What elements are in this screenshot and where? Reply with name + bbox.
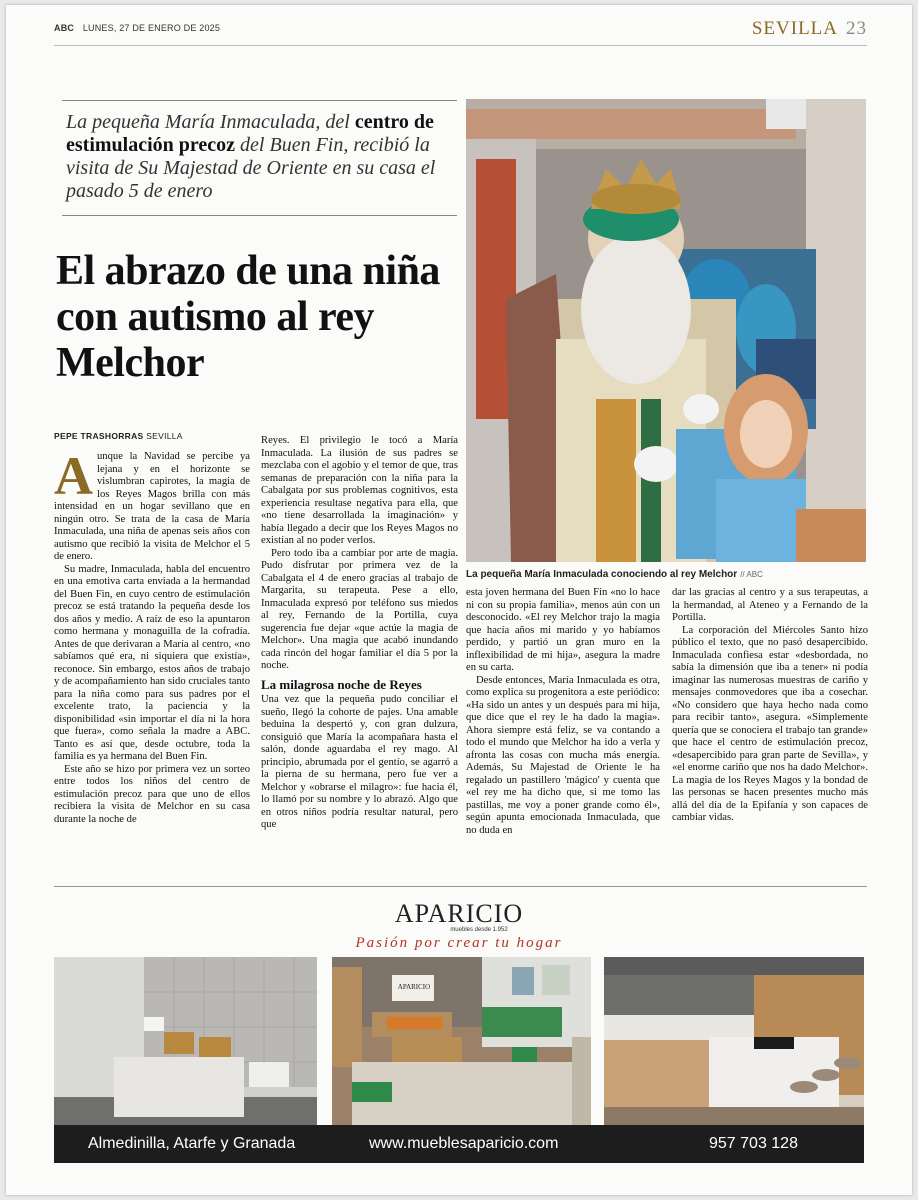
page-header-left bbox=[54, 23, 220, 33]
byline bbox=[54, 431, 183, 441]
ad-photo-kitchen bbox=[604, 957, 864, 1125]
header-divider bbox=[54, 45, 867, 46]
page-date: LUNES, 27 DE ENERO DE 2025 bbox=[82, 23, 221, 33]
ad-contact-bar bbox=[54, 1125, 864, 1163]
caption-text: La pequeña María Inmaculada conociendo al rey Melchor bbox=[466, 569, 738, 580]
paper-name: ABC bbox=[54, 23, 75, 33]
article-column-1 bbox=[54, 446, 250, 826]
article-headline: El abrazo de una niña con autismo al rey Melchor bbox=[56, 248, 440, 386]
ad-phone: 957 703 128 bbox=[709, 1135, 798, 1152]
byline-author: PEPE TRASHORRAS bbox=[54, 431, 144, 441]
subtitle-text-start: La pequeña María Inmaculada, del bbox=[66, 111, 355, 133]
ad-slogan: Pasión por crear tu hogar bbox=[355, 935, 563, 951]
paragraph-text: unque la Navidad se percibe ya lejana y en el horizonte se vislumbran capirotes, la magia de los Reyes Magos brilla con más intensidad en un hogar sevillano que en ningún otro. Se trata de la casa de María Inmaculada, una niña de apenas seis años con autismo que recibió la visita de Melchor el 5 de enero. bbox=[54, 451, 250, 562]
ad-photo-bedroom bbox=[54, 957, 317, 1125]
article-column-4 bbox=[672, 587, 868, 825]
paragraph: Desde entonces, María Inmaculada es otra, como explica su progenitora a este periódico: «Ha sido un antes y un después para mi hija, que dice que el rey le ha dado la magia». Ahora siempre está feliz, se va contando a todo el mundo que Melchor ha ido a verla y afronta las cosas con mucha más energía. Además, Su Majestad de Oriente le ha regalado un pastillero 'mágico' y cuenta que «el rey me ha dicho que, si me tomo las pastillas, me voy a poner grande como él», según apunta emocionada Inmaculada, que no duda en bbox=[466, 674, 660, 836]
paragraph: Pero todo iba a cambiar por arte de magia. Pudo disfrutar por primera vez de la Cabalgata el 4 de enero gracias al trabajo de Margarita, su terapeuta. Pese a ello, Inmaculada expresó por teléfono sus miedos al rey, Fernando de la Portilla, cuya sugerencia fue dejar «que actúe la magia de Melchor». Una magia que acabó inundando cada rincón del hogar familiar el día 5 por la noche. bbox=[261, 547, 458, 671]
photo-caption bbox=[466, 569, 866, 580]
ad-brand-tagline: muebles desde 1.952 bbox=[450, 927, 508, 933]
kitchen-image bbox=[604, 957, 864, 1125]
subtitle-box bbox=[62, 100, 457, 216]
page-header-right bbox=[752, 18, 867, 40]
ad-locations: Almedinilla, Atarfe y Granada bbox=[88, 1135, 296, 1152]
newspaper-page bbox=[6, 5, 912, 1195]
section-name: SEVILLA bbox=[751, 18, 838, 39]
paragraph: Reyes. El privilegio le tocó a María Inmaculada. La ilusión de sus padres se mezclaba con el agobio y el temor de que, tras semanas de preparación con la niña para la Cabalgata por sus problemas cognitivos, esta experiencia resultase negativa para ella, que «no tiene desarrollada la imaginación» y había llegado a decir que los Reyes Magos no existían al no poder verlos. bbox=[261, 435, 458, 546]
paragraph: esta joven hermana del Buen Fin «no lo hace ni con su propia familia», menos aún con un desconocido. «El rey Melchor trajo la magia que hacía años mi marido y yo habíamos perdido, y partió un gran muro en la inflexibilidad de mi hija», asegura la madre en su carta. bbox=[466, 587, 660, 673]
ad-website-link[interactable]: www.mueblesaparicio.com bbox=[369, 1135, 559, 1152]
subtitle-text-end: del Buen Fin, recibió la visita de Su Majestad de Oriente en su casa el pasado 5 de enero bbox=[66, 134, 436, 202]
paragraph bbox=[54, 446, 250, 564]
king-melchor-photo bbox=[466, 99, 866, 562]
paragraph: dar las gracias al centro y a sus terapeutas, a la hermandad, al Ateneo y a Fernando de la Portilla. bbox=[672, 587, 868, 623]
ad-photo-livingroom bbox=[332, 957, 591, 1125]
photo-credit: // ABC bbox=[740, 570, 763, 579]
article-column-3 bbox=[466, 587, 660, 837]
section-heading: La milagrosa noche de Reyes bbox=[261, 676, 422, 692]
article-subtitle bbox=[62, 111, 457, 203]
ad-brand-logo: APARICIO bbox=[394, 899, 524, 928]
paragraph: Una vez que la pequeña pudo conciliar el sueño, llegó la cohorte de pajes. Una amable beduina la despertó y, con gran dulzura, consiguió que María la acompañara hasta el salón, donde aguardaba el rey mago. Al principio, abrumada por el gentío, se agarró a la pierna de su hermana, pero fue ver a Melchor y «obrarse el milagro»: fue hacia él, lo llamó por su nombre y lo abrazó. Algo que en otros niños podría resultar natural, pero que bbox=[261, 694, 458, 830]
drop-cap: A bbox=[54, 446, 93, 506]
article-photo bbox=[466, 99, 866, 562]
paragraph: Su madre, Inmaculada, habla del encuentro en una emotiva carta enviada a la hermandad del Buen Fin, en cuyo centro de estimulación precoz se está tratando la pequeña desde los dos años y medio. A raíz de eso la apuntaron como hermana y monaguilla de la cofradía. Antes de que derivaran a María al centro, «no sabíamos qué era, ni siquiera que existía», reconoce. Sin embargo, estos años de trabajo y de acompañamiento han sido cruciales tanto para la niña como para sus padres por el excelente trato, la paciencia y la disponibilidad «sin importar el día ni la hora que fuera», como señala la madre a ABC. Tanto es así que, desde octubre, toda la familia es ya hermana del Buen Fin. bbox=[54, 563, 250, 762]
page-number: 23 bbox=[846, 18, 867, 39]
ad-divider bbox=[54, 886, 867, 887]
livingroom-image bbox=[332, 957, 591, 1125]
subtitle-text-bold: centro de estimulación precoz bbox=[66, 111, 434, 156]
article-column-2 bbox=[261, 435, 458, 832]
paragraph: Este año se hizo por primera vez un sorteo entre todos los niños del centro de estimulación precoz para que uno de ellos recibiera la visita de Melchor en su casa durante la noche de bbox=[54, 763, 250, 825]
ad-sign-logo: APARICIO bbox=[397, 983, 431, 991]
bedroom-image bbox=[54, 957, 317, 1125]
paragraph: La corporación del Miércoles Santo hizo público el texto, que no pasó desapercibido. Inmaculada confiesa estar «desbordada, no sabía la dimensión que iba a tener» ni podía imaginar las numerosas muestras de cariño y mensajes conmovedores que iba a cosechar. «No considero que haya hecho nada como para recibir tanto», asegura. «Simplemente quería que se conociera el trabajo tan grande» que hace el centro de estimulación precoz, «desapercibido para gran parte de Sevilla», y «el enorme cariño que nos ha dado Melchor». La magia de los Reyes Magos y la bondad de las personas se hacen presentes mucho más allá del día de la Epifanía y son capaces de cambiar vidas. bbox=[672, 624, 868, 823]
byline-place: SEVILLA bbox=[146, 431, 183, 441]
